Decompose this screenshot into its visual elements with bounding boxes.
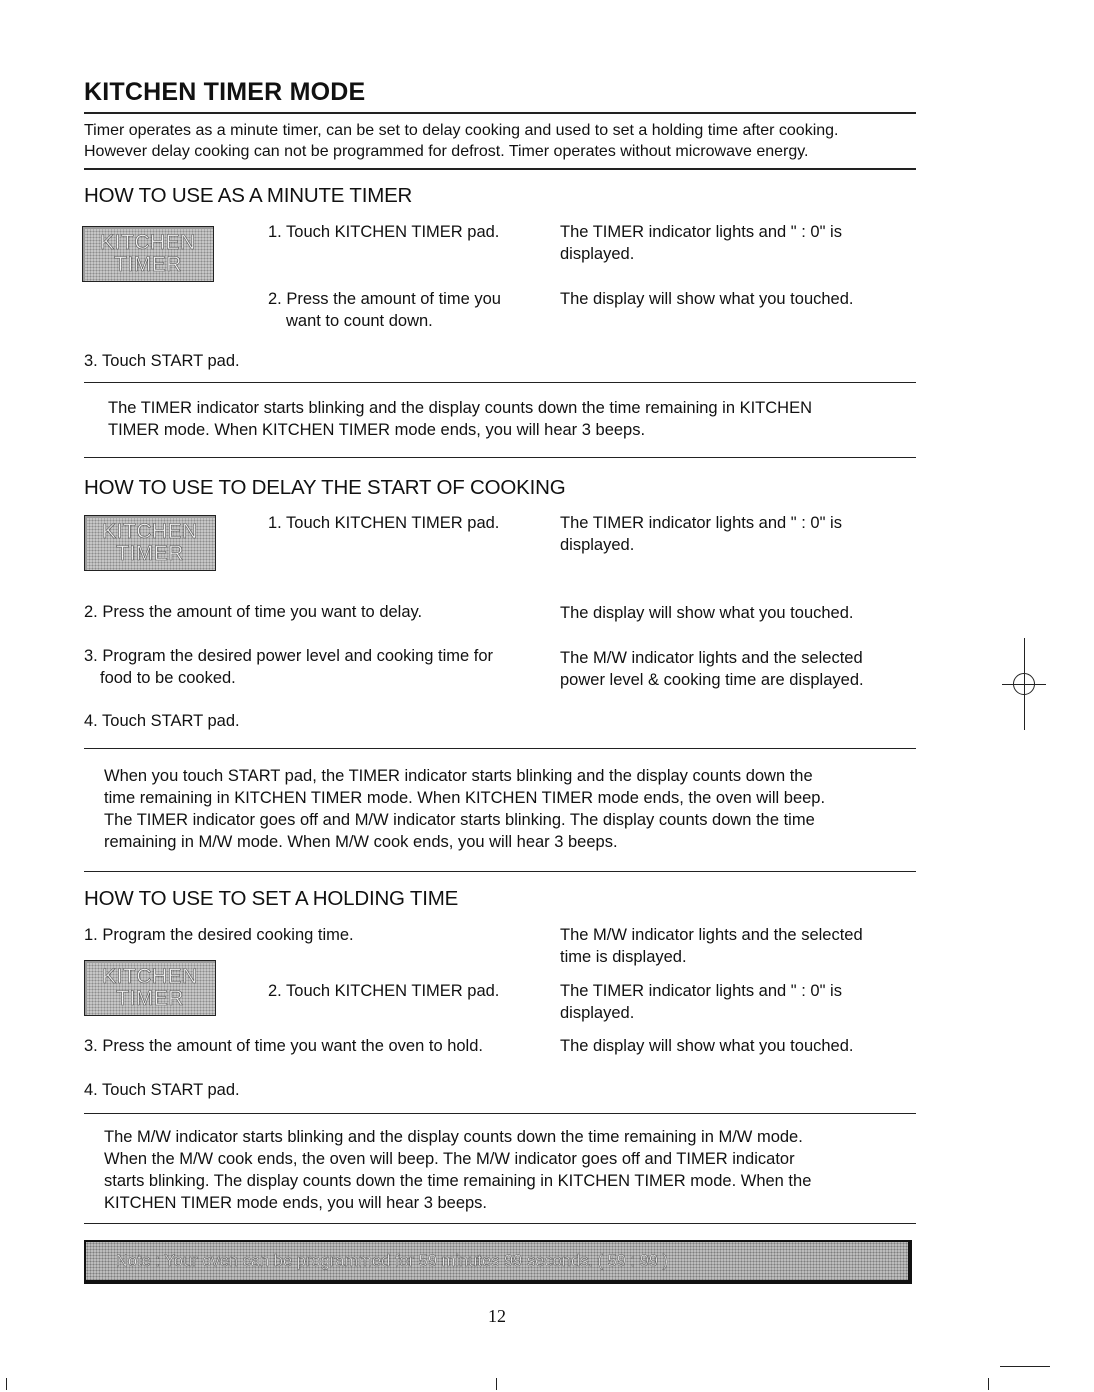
intro-line-1: Timer operates as a minute timer, can be set to delay cooking and used to set a holding time after cooking. bbox=[84, 122, 839, 139]
holding-step-2-result-1: The TIMER indicator lights and " : 0" is bbox=[560, 982, 842, 1000]
pad-label-line2: TIMER bbox=[116, 542, 184, 565]
holding-summary-4: KITCHEN TIMER mode ends, you will hear 3 beeps. bbox=[104, 1194, 488, 1212]
minute-rule-2 bbox=[84, 457, 916, 458]
pad-label-line1: KITCHEN bbox=[102, 520, 198, 543]
intro-rule bbox=[84, 168, 916, 170]
note-box bbox=[84, 1240, 912, 1284]
delay-step-3-result-2: power level & cooking time are displayed. bbox=[560, 671, 864, 689]
delay-start-heading: HOW TO USE TO DELAY THE START OF COOKING bbox=[84, 476, 566, 499]
holding-step-1-result-2: time is displayed. bbox=[560, 948, 687, 966]
minute-rule-1 bbox=[84, 382, 916, 383]
delay-step-2-result: The display will show what you touched. bbox=[560, 604, 854, 622]
crop-tick-right bbox=[988, 1378, 989, 1390]
crop-line-bottom-right bbox=[1000, 1366, 1050, 1367]
registration-mark-circle bbox=[1013, 673, 1035, 695]
delay-rule-2 bbox=[84, 871, 916, 872]
minute-timer-heading: HOW TO USE AS A MINUTE TIMER bbox=[84, 184, 413, 207]
minute-step-1-result-2: displayed. bbox=[560, 245, 635, 263]
pad-label-line1: KITCHEN bbox=[100, 231, 196, 254]
kitchen-timer-pad-2 bbox=[84, 515, 216, 571]
crop-tick-left bbox=[6, 1378, 7, 1390]
delay-step-1-result-2: displayed. bbox=[560, 536, 635, 554]
minute-step-3: 3. Touch START pad. bbox=[84, 352, 240, 370]
title-rule bbox=[84, 112, 916, 114]
delay-step-3-line-1: 3. Program the desired power level and cooking time for bbox=[84, 647, 494, 665]
minute-step-2-line-2: want to count down. bbox=[286, 312, 433, 330]
holding-summary-2: When the M/W cook ends, the oven will beep. The M/W indicator goes off and TIMER indicator bbox=[104, 1150, 795, 1168]
minute-summary-1: The TIMER indicator starts blinking and the display counts down the time remaining in KITCHEN bbox=[108, 399, 813, 417]
holding-step-3: 3. Press the amount of time you want the oven to hold. bbox=[84, 1037, 483, 1055]
pad-label-line1: KITCHEN bbox=[102, 965, 198, 988]
delay-step-3-line-2: food to be cooked. bbox=[100, 669, 236, 687]
holding-step-3-result: The display will show what you touched. bbox=[560, 1037, 854, 1055]
delay-summary-3: The TIMER indicator goes off and M/W indicator starts blinking. The display counts down the time bbox=[104, 811, 815, 829]
kitchen-timer-pad-1 bbox=[82, 226, 214, 282]
delay-step-3-result-1: The M/W indicator lights and the selected bbox=[560, 649, 863, 667]
note-text: Note : Your oven can be programmed for 59 minutes 99 seconds. ( 59 : 99 ) bbox=[116, 1252, 669, 1270]
holding-step-1: 1. Program the desired cooking time. bbox=[84, 926, 354, 944]
holding-step-2: 2. Touch KITCHEN TIMER pad. bbox=[268, 982, 500, 1000]
delay-summary-1: When you touch START pad, the TIMER indicator starts blinking and the display counts down the bbox=[104, 767, 813, 785]
holding-time-heading: HOW TO USE TO SET A HOLDING TIME bbox=[84, 887, 459, 910]
minute-summary-2: TIMER mode. When KITCHEN TIMER mode ends, you will hear 3 beeps. bbox=[108, 421, 646, 439]
delay-step-1-result-1: The TIMER indicator lights and " : 0" is bbox=[560, 514, 842, 532]
minute-step-1: 1. Touch KITCHEN TIMER pad. bbox=[268, 223, 500, 241]
pad-label-line2: TIMER bbox=[116, 987, 184, 1010]
delay-step-4: 4. Touch START pad. bbox=[84, 712, 240, 730]
holding-step-2-result-2: displayed. bbox=[560, 1004, 635, 1022]
intro-line-2: However delay cooking can not be programmed for defrost. Timer operates without microwave energy. bbox=[84, 143, 809, 160]
holding-summary-1: The M/W indicator starts blinking and the display counts down the time remaining in M/W mode. bbox=[104, 1128, 803, 1146]
crop-tick-center bbox=[496, 1378, 497, 1390]
holding-rule-2 bbox=[84, 1223, 916, 1224]
delay-summary-2: time remaining in KITCHEN TIMER mode. When KITCHEN TIMER mode ends, the oven will beep. bbox=[104, 789, 826, 807]
page-title: KITCHEN TIMER MODE bbox=[84, 78, 366, 106]
holding-summary-3: starts blinking. The display counts down the time remaining in KITCHEN TIMER mode. When the bbox=[104, 1172, 812, 1190]
delay-rule-1 bbox=[84, 748, 916, 749]
minute-step-1-result-1: The TIMER indicator lights and " : 0" is bbox=[560, 223, 842, 241]
minute-step-2-result: The display will show what you touched. bbox=[560, 290, 854, 308]
minute-step-2-line-1: 2. Press the amount of time you bbox=[268, 290, 501, 308]
delay-step-2: 2. Press the amount of time you want to delay. bbox=[84, 603, 423, 621]
holding-step-1-result-1: The M/W indicator lights and the selected bbox=[560, 926, 863, 944]
delay-summary-4: remaining in M/W mode. When M/W cook ends, you will hear 3 beeps. bbox=[104, 833, 618, 851]
delay-step-1: 1. Touch KITCHEN TIMER pad. bbox=[268, 514, 500, 532]
holding-step-4: 4. Touch START pad. bbox=[84, 1081, 240, 1099]
page-number: 12 bbox=[488, 1306, 506, 1326]
holding-rule-1 bbox=[84, 1113, 916, 1114]
pad-label-line2: TIMER bbox=[114, 253, 182, 276]
kitchen-timer-pad-3 bbox=[84, 960, 216, 1016]
